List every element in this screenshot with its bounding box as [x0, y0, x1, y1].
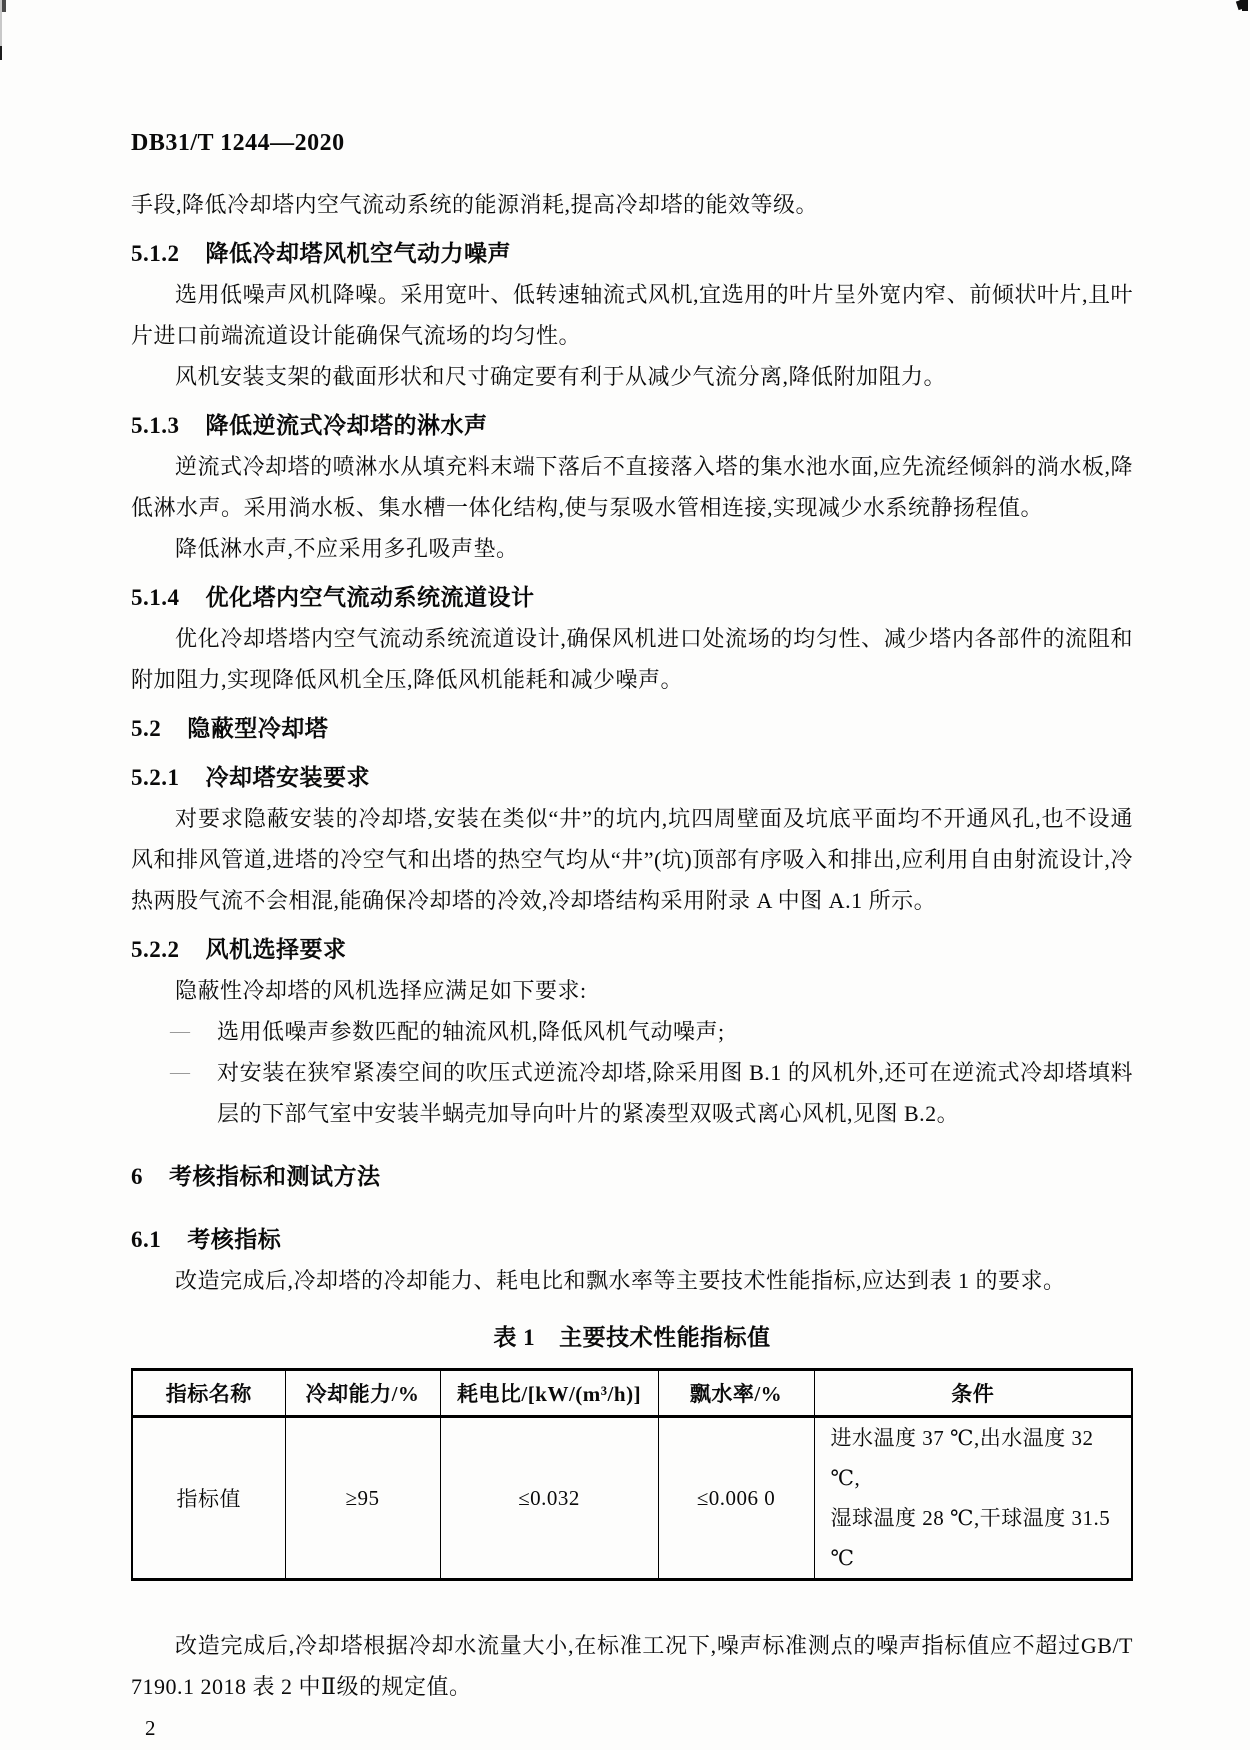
scan-artifact: [1242, 0, 1248, 11]
table-row: [132, 1417, 1132, 1580]
cell-power-ratio: ≤0.032: [440, 1417, 658, 1580]
section-number: 5.1.4: [131, 585, 180, 610]
section-title: 优化塔内空气流动系统流道设计: [205, 585, 535, 610]
section-title: 考核指标: [187, 1227, 282, 1252]
section-title: 风机选择要求: [205, 937, 347, 962]
section-title: 隐蔽型冷却塔: [187, 716, 329, 741]
doc-code: DB31/T 1244—2020: [131, 130, 345, 156]
intro-paragraph: 手段,降低冷却塔内空气流动系统的能源消耗,提高冷却塔的能效等级。: [131, 192, 819, 217]
page-number: 2: [145, 1716, 156, 1740]
col-header-power-ratio: 耗电比/[kW/(m³/h)]: [440, 1370, 658, 1417]
section-title: 考核指标和测试方法: [169, 1164, 381, 1189]
requirement-list: [131, 1011, 1133, 1134]
list-item-text: 对安装在狭窄紧凑空间的吹压式逆流冷却塔,除采用图 B.1 的风机外,还可在逆流式冷却塔填料层的下部气室中安装半蜗壳加导向叶片的紧凑型双吸式离心风机,见图 B.2。: [217, 1060, 1133, 1126]
paragraph-5-1-3-a: 逆流式冷却塔的喷淋水从填充料末端下落后不直接落入塔的集水池水面,应先流经倾斜的淌水板,降低淋水声。采用淌水板、集水槽一体化结构,使与泵吸水管相连接,实现减少水系统静扬程值。: [131, 454, 1133, 520]
list-item: [131, 1011, 1133, 1052]
paragraph-5-1-2-b: 风机安装支架的截面形状和尺寸确定要有利于从减少气流分离,降低附加阻力。: [175, 364, 947, 389]
table-caption-label: 表 1: [493, 1325, 536, 1350]
section-number: 5.2.1: [131, 765, 180, 790]
page-content: [131, 128, 1133, 1743]
scan-artifact: [2, 0, 6, 12]
list-item-text: 选用低噪声参数匹配的轴流风机,降低风机气动噪声;: [217, 1019, 725, 1044]
paragraph-5-1-2-a: 选用低噪声风机降噪。采用宽叶、低转速轴流式风机,宜选用的叶片呈外宽内窄、前倾状叶片,且叶片进口前端流道设计能确保气流场的均匀性。: [131, 282, 1133, 348]
paragraph-5-2-2-a: 隐蔽性冷却塔的风机选择应满足如下要求:: [175, 978, 587, 1003]
table-caption: [131, 1317, 1133, 1358]
cell-cooling-capacity: ≥95: [285, 1417, 440, 1580]
col-header-indicator-name: 指标名称: [132, 1370, 285, 1417]
table-caption-title: 主要技术性能指标值: [559, 1325, 771, 1350]
col-header-cooling-capacity: 冷却能力/%: [285, 1370, 440, 1417]
cell-condition: [814, 1417, 1132, 1580]
paragraph-5-1-3-b: 降低淋水声,不应采用多孔吸声垫。: [175, 536, 519, 561]
section-number: 6: [131, 1164, 143, 1189]
condition-line-2: 湿球温度 28 ℃,干球温度 31.5 ℃: [830, 1506, 1111, 1570]
section-heading-5-1-4: [131, 577, 1133, 618]
section-number: 5.2: [131, 716, 162, 741]
section-heading-6-1: [131, 1219, 1133, 1260]
list-item: [131, 1052, 1133, 1134]
section-number: 5.1.3: [131, 413, 180, 438]
section-heading-5-1-2: [131, 233, 1133, 274]
section-heading-5-1-3: [131, 405, 1133, 446]
section-number: 6.1: [131, 1227, 162, 1252]
section-title: 降低冷却塔风机空气动力噪声: [205, 241, 511, 266]
cell-indicator-name: 指标值: [132, 1417, 285, 1580]
col-header-condition: 条件: [814, 1370, 1132, 1417]
paragraph-6-1-a: 改造完成后,冷却塔的冷却能力、耗电比和飘水率等主要技术性能指标,应达到表 1 的要求。: [175, 1268, 1066, 1293]
section-heading-5-2: [131, 708, 1133, 749]
performance-table: [131, 1368, 1133, 1581]
section-title: 冷却塔安装要求: [205, 765, 370, 790]
section-heading-5-2-1: [131, 757, 1133, 798]
table-header-row: [132, 1370, 1132, 1417]
dash-list-marker: —: [170, 1061, 191, 1083]
section-number: 5.1.2: [131, 241, 180, 266]
dash-list-marker: —: [170, 1020, 191, 1042]
col-header-drift-rate: 飘水率/%: [658, 1370, 814, 1417]
chapter-heading-6: [131, 1156, 1133, 1197]
condition-line-1: 进水温度 37 ℃,出水温度 32 ℃,: [830, 1426, 1094, 1490]
section-title: 降低逆流式冷却塔的淋水声: [205, 413, 488, 438]
section-heading-5-2-2: [131, 929, 1133, 970]
section-number: 5.2.2: [131, 937, 180, 962]
paragraph-5-2-1-a: 对要求隐蔽安装的冷却塔,安装在类似“井”的坑内,坑四周壁面及坑底平面均不开通风孔,也不设通风和排风管道,进塔的冷空气和出塔的热空气均从“井”(坑)顶部有序吸入和排出,应利用自由射流设计,冷热两股气流不会相混,能确保冷却塔的冷效,冷却塔结构采用附录 A 中图 A.1 所示。: [131, 806, 1133, 913]
closing-paragraph: 改造完成后,冷却塔根据冷却水流量大小,在标准工况下,噪声标准测点的噪声指标值应不超过GB/T 7190.1 2018 表 2 中Ⅱ级的规定值。: [131, 1633, 1133, 1699]
paragraph-5-1-4-a: 优化冷却塔塔内空气流动系统流道设计,确保风机进口处流场的均匀性、减少塔内各部件的流阻和附加阻力,实现降低风机全压,降低风机能耗和减少噪声。: [131, 626, 1133, 692]
cell-drift-rate: ≤0.006 0: [658, 1417, 814, 1580]
